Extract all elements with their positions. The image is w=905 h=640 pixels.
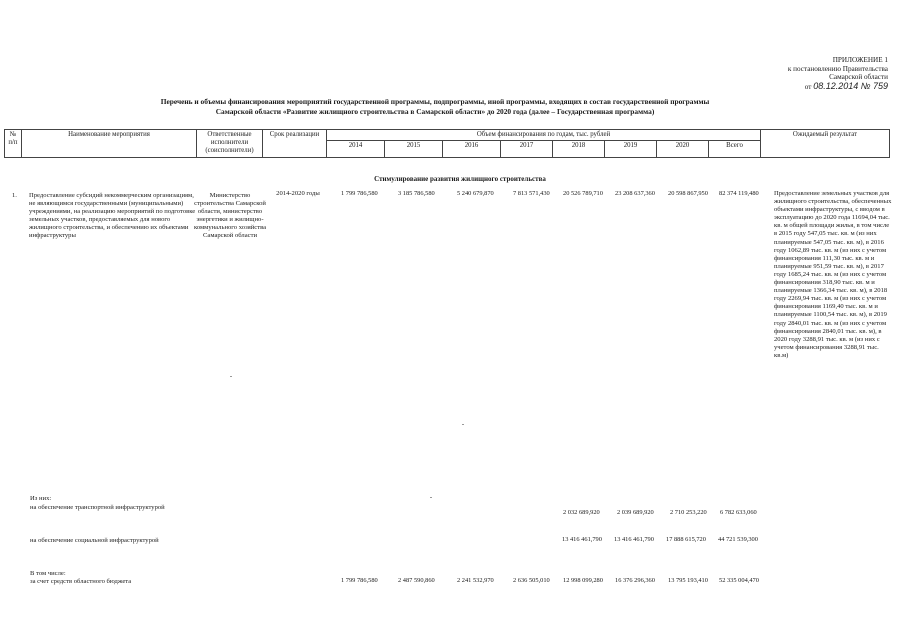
of-them-label: Из них: (30, 495, 52, 502)
transport-label: на обеспечение транспортной инфраструктурой (30, 504, 165, 511)
header-funding: Объем финансирования по годам, тыс. рублей (327, 130, 761, 141)
social-value-2018: 13 416 461,790 (562, 536, 602, 543)
appendix-line-4 (758, 82, 888, 92)
header-year-2020: 2020 (657, 141, 709, 158)
row-1-value-2018: 20 526 789,710 (563, 190, 603, 197)
social-value-2019: 13 416 461,790 (614, 536, 654, 543)
header-result: Ожидаемый результат (761, 130, 890, 158)
appendix-date-prefix: от (804, 82, 812, 91)
document-title (95, 97, 775, 117)
header-period: Срок реализации (263, 130, 327, 158)
transport-value-total: 6 782 633,060 (720, 509, 757, 516)
header-year-2018: 2018 (553, 141, 605, 158)
social-value-total: 44 721 539,300 (718, 536, 758, 543)
regional-value-2019: 16 376 296,360 (615, 577, 655, 584)
header-year-2015: 2015 (385, 141, 443, 158)
scan-speck (230, 376, 232, 377)
row-1-number: 1. (12, 192, 17, 199)
title-line-1: Перечень и объемы финансирования мероприятий государственной программы, подпрограммы, иной программы, входящих в состав государственной программы (160, 97, 710, 106)
title-line-2: Самарской области «Развитие жилищного строительства в Самарской области» до 2020 года (далее – Государственная программа) (215, 107, 655, 116)
row-1-value-2017: 7 813 571,430 (513, 190, 550, 197)
row-1-value-2016: 5 240 679,870 (457, 190, 494, 197)
header-year-2017: 2017 (501, 141, 553, 158)
appendix-block (758, 56, 888, 91)
transport-value-2018: 2 032 689,920 (563, 509, 600, 516)
header-total: Всего (709, 141, 761, 158)
row-1-value-total: 82 374 119,480 (719, 190, 759, 197)
scan-speck (430, 497, 432, 498)
header-name: Наименование мероприятия (22, 130, 197, 158)
transport-value-2020: 2 710 253,220 (670, 509, 707, 516)
row-1-value-2014: 1 799 786,580 (341, 190, 378, 197)
regional-value-2018: 12 998 099,280 (563, 577, 603, 584)
appendix-line-1: ПРИЛОЖЕНИЕ 1 (832, 56, 888, 64)
regional-value-total: 52 335 004,470 (719, 577, 759, 584)
including-label: В том числе: (30, 570, 66, 577)
transport-value-2019: 2 039 689,920 (617, 509, 654, 516)
regional-value-2017: 2 636 505,010 (513, 577, 550, 584)
scan-speck (462, 424, 464, 425)
regional-value-2014: 1 799 786,580 (341, 577, 378, 584)
section-title: Стимулирование развития жилищного строительства (374, 175, 546, 183)
row-1-value-2020: 20 598 867,950 (668, 190, 708, 197)
header-responsible: Ответственные исполнители (соисполнители) (197, 130, 263, 158)
row-1-responsible: Министерство строительства Самарской области, министерство энергетики и жилищно-коммунального хозяйства Самарской области (193, 192, 267, 240)
header-year-2016: 2016 (443, 141, 501, 158)
regional-value-2020: 13 795 193,410 (668, 577, 708, 584)
social-value-2020: 17 888 615,720 (666, 536, 706, 543)
header-num: № п/п (5, 130, 22, 158)
row-1-value-2019: 23 208 637,360 (615, 190, 655, 197)
regional-value-2015: 2 487 590,860 (398, 577, 435, 584)
appendix-handwritten-date: 08.12.2014 № 759 (813, 80, 888, 91)
regional-budget-label: за счет средств областного бюджета (30, 578, 132, 585)
appendix-line-2: к постановлению Правительства (787, 64, 888, 73)
header-year-2019: 2019 (605, 141, 657, 158)
row-1-value-2015: 3 185 786,580 (398, 190, 435, 197)
row-1-name: Предоставление субсидий некоммерческим организациям, не являющимся государственными (муниципальными) учреждениями, на реализацию мероприятий по подготовке земельных участков, предоставляемых для нового жилищного строительства, и обеспечению их объектами инфраструктуры (29, 192, 196, 240)
header-year-2014: 2014 (327, 141, 385, 158)
row-1-period: 2014-2020 годы (276, 190, 320, 197)
row-1-expected-result: Предоставление земельных участков для жилищного строительства, обеспеченных объектами инфраструктуры, с вводом в эксплуатацию до 2020 года 11694,04 тыс. кв. м общей площади жилья, в том числе в 2015 году 547,05 тыс. кв. м (из них планируемые 547,05 тыс. кв. м), в 2016 году 1062,89 тыс. кв. м (из них с учетом финансирования 111,30 тыс. кв. м и планируемые 951,59 тыс. кв. м), в 2017 году 1685,24 тыс. кв. м (из них с учетом финансирования 318,90 тыс. кв. м и планируемые 1366,34 тыс. кв. м), в 2018 году 2269,94 тыс. кв. м (из них с учетом финансирования 1169,40 тыс. кв. м и планируемые 1100,54 тыс. кв. м), в 2019 году 2840,01 тыс. кв. м (из них с учетом финансирования 2840,01 тыс. кв. м), в 2020 году 3288,91 тыс. кв. м (из них с учетом финансирования 3288,91 тыс. кв.м) (774, 190, 892, 359)
social-label: на обеспечение социальной инфраструктурой (30, 537, 159, 544)
funding-table-header (4, 129, 890, 158)
regional-value-2016: 2 241 532,970 (457, 577, 494, 584)
appendix-line-3: Самарской области (829, 73, 888, 82)
